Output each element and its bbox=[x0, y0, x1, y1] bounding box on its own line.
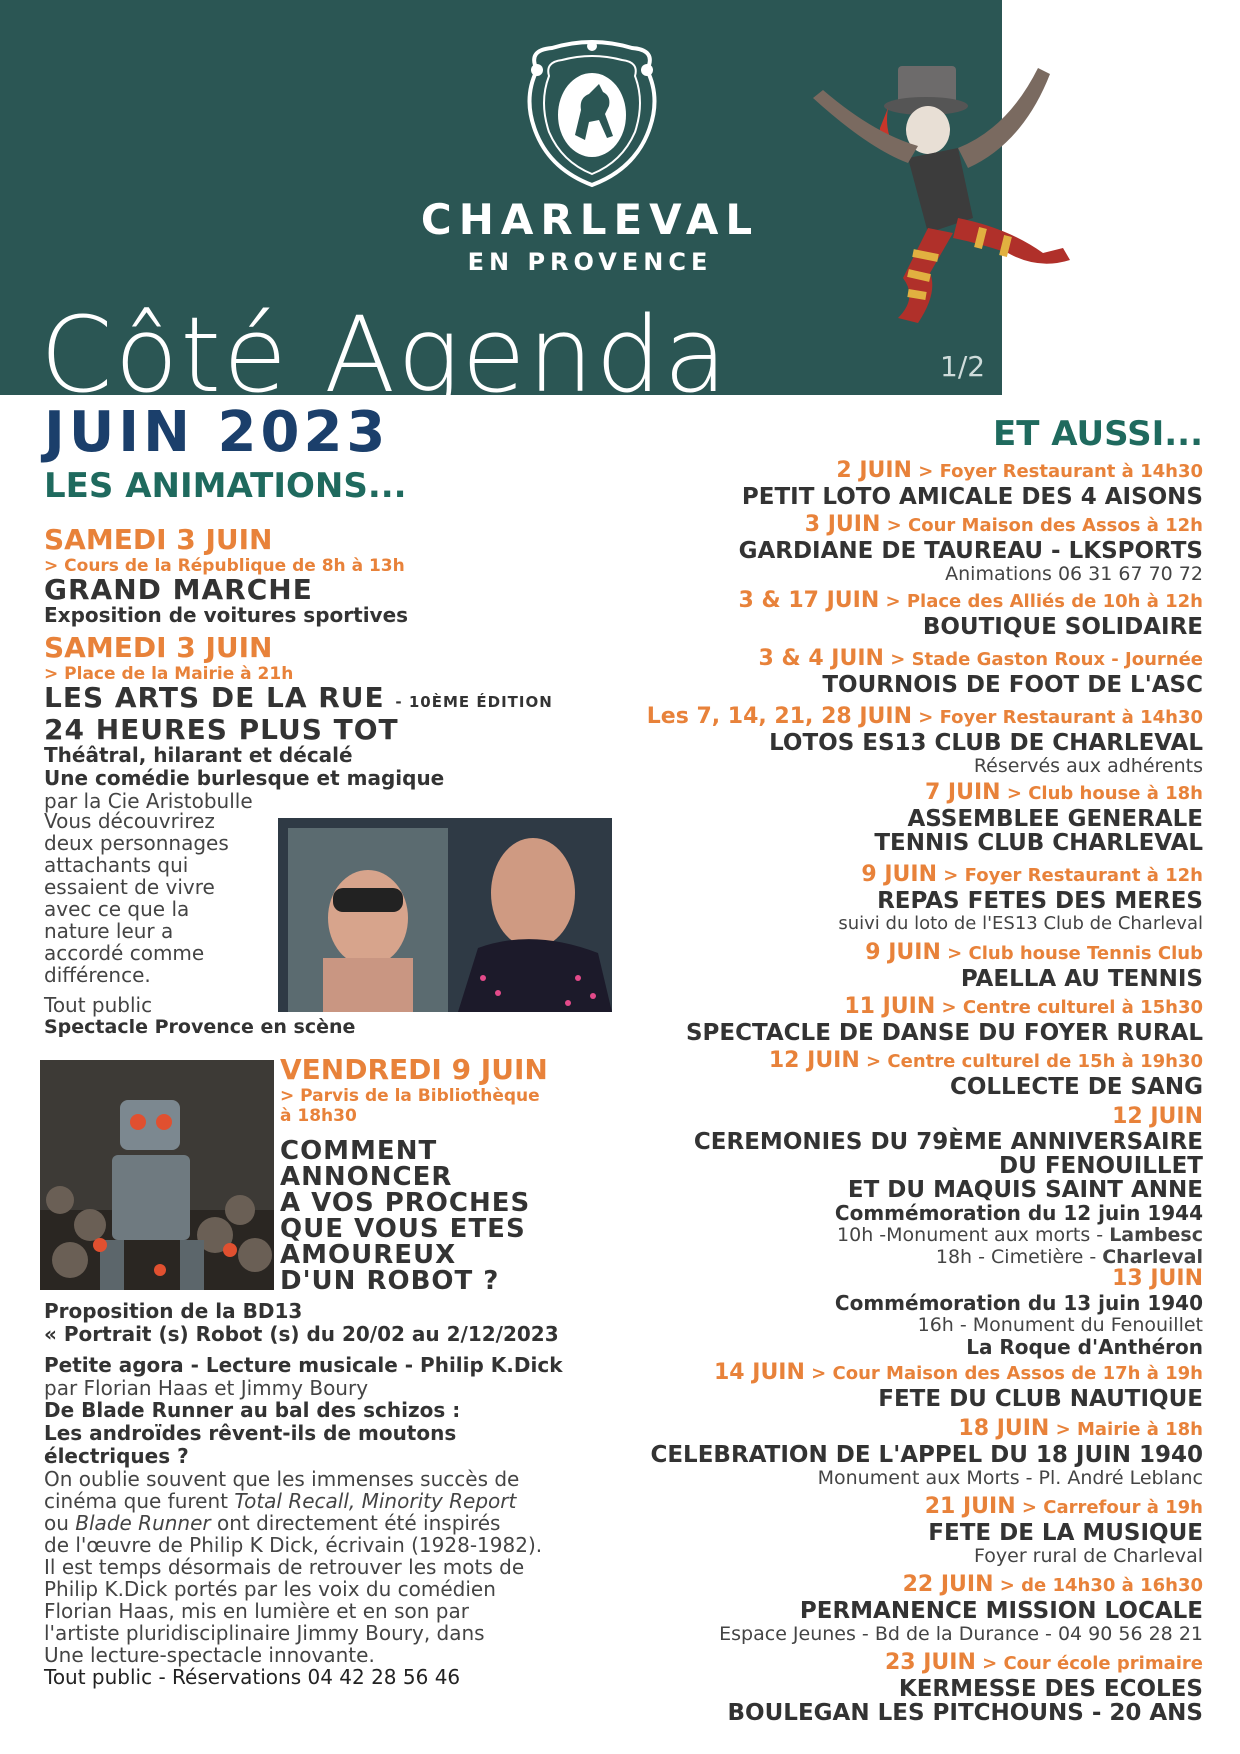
event-day: SAMEDI 3 JUIN bbox=[44, 523, 273, 556]
item-place: > de 14h30 à 16h30 bbox=[993, 1575, 1203, 1596]
item-sub bbox=[553, 1224, 1203, 1246]
item-date: 7 JUIN bbox=[924, 780, 1001, 805]
aussi-item bbox=[553, 1572, 1203, 1645]
item-title: CELEBRATION DE L'APPEL DU 18 JUIN 1940 bbox=[650, 1442, 1203, 1468]
item-sub: Espace Jeunes - Bd de la Durance - 04 90 56 28 21 bbox=[719, 1623, 1203, 1645]
item-date: 14 JUIN bbox=[713, 1360, 805, 1385]
aussi-item bbox=[553, 1360, 1203, 1411]
item-sub: Foyer rural de Charleval bbox=[974, 1545, 1203, 1567]
body-text: cinéma que furent bbox=[44, 1489, 235, 1513]
body-line: Il est temps désormais de retrouver les mots de bbox=[44, 1555, 525, 1579]
body-italic: Total Recall, Minority Report bbox=[234, 1489, 517, 1513]
item-title: PAELLA AU TENNIS bbox=[960, 966, 1203, 992]
event-day: VENDREDI 9 JUIN bbox=[280, 1053, 548, 1086]
item-sub-text: 10h -Monument aux morts - bbox=[837, 1224, 1110, 1246]
item-title: ASSEMBLEE GENERALE bbox=[907, 806, 1203, 832]
dancer-illustration-icon bbox=[808, 48, 1093, 328]
item-title-2: BOULEGAN LES PITCHOUNS - 20 ANS bbox=[727, 1700, 1203, 1726]
item-title: GARDIANE DE TAUREAU - LKSPORTS bbox=[738, 538, 1203, 564]
item-place: > Club house à 18h bbox=[1000, 783, 1203, 804]
robot-photo bbox=[40, 1060, 274, 1290]
event-title: D'UN ROBOT ? bbox=[280, 1266, 500, 1296]
body-line bbox=[44, 1490, 624, 1512]
item-date: 3 JUIN bbox=[804, 512, 881, 537]
month-title: JUIN 2023 bbox=[44, 400, 390, 465]
event-title-text: LES ARTS DE LA RUE bbox=[44, 681, 385, 714]
aussi-item bbox=[553, 994, 1203, 1045]
item-date: 11 JUIN bbox=[844, 994, 936, 1019]
event-title: GRAND MARCHE bbox=[44, 573, 313, 606]
item-sub: Monument aux Morts - Pl. André Leblanc bbox=[817, 1467, 1203, 1489]
item-title: BOUTIQUE SOLIDAIRE bbox=[922, 614, 1203, 640]
item-title-2: TENNIS CLUB CHARLEVAL bbox=[874, 830, 1203, 856]
item-sub: suivi du loto de l'ES13 Club de Charleval bbox=[838, 913, 1203, 934]
event-place: > Place de la Mairie à 21h bbox=[44, 664, 294, 684]
desc-line: deux personnages bbox=[44, 831, 229, 855]
item-place: > Foyer Restaurant à 14h30 bbox=[911, 707, 1203, 728]
item-title: DU FENOUILLET bbox=[999, 1153, 1203, 1179]
aussi-item bbox=[553, 512, 1203, 585]
item-place: > Foyer Restaurant à 12h bbox=[937, 865, 1203, 886]
item-title: LOTOS ES13 CLUB DE CHARLEVAL bbox=[769, 730, 1203, 756]
event-robot-header bbox=[280, 1054, 600, 1294]
item-title: CEREMONIES DU 79ÈME ANNIVERSAIRE bbox=[693, 1129, 1203, 1155]
item-date: 3 & 17 JUIN bbox=[738, 588, 880, 613]
event-title: ANNONCER bbox=[280, 1162, 453, 1192]
event-company: par la Cie Aristobulle bbox=[44, 789, 253, 813]
aussi-ceremony bbox=[553, 1104, 1203, 1268]
animations-title: LES ANIMATIONS... bbox=[44, 466, 407, 506]
brand-region: EN PROVENCE bbox=[467, 248, 713, 276]
blade-line: Les androïdes rêvent-ils de moutons bbox=[44, 1421, 457, 1445]
item-place: > Centre culturel de 15h à 19h30 bbox=[859, 1051, 1203, 1072]
event-footer bbox=[44, 994, 355, 1039]
aussi-item bbox=[553, 1048, 1203, 1099]
event-title: QUE VOUS ETES bbox=[280, 1214, 526, 1244]
event-program: Spectacle Provence en scène bbox=[44, 1016, 356, 1038]
item-title: FETE DE LA MUSIQUE bbox=[928, 1520, 1203, 1546]
item-place: > Mairie à 18h bbox=[1049, 1419, 1203, 1440]
event-description bbox=[44, 810, 274, 986]
desc-line: avec ce que la bbox=[44, 897, 190, 921]
item-date: 23 JUIN bbox=[884, 1650, 976, 1675]
body-line: de l'œuvre de Philip K Dick, écrivain (1928-1982). bbox=[44, 1533, 543, 1557]
item-title: FETE DU CLUB NAUTIQUE bbox=[878, 1386, 1203, 1412]
item-place: > Foyer Restaurant à 14h30 bbox=[911, 461, 1203, 482]
event-audience: Tout public bbox=[44, 993, 153, 1017]
blade-line: De Blade Runner au bal des schizos : bbox=[44, 1398, 461, 1422]
item-title: SPECTACLE DE DANSE DU FOYER RURAL bbox=[685, 1020, 1203, 1046]
body-line: Philip K.Dick portés par les voix du comédien bbox=[44, 1577, 496, 1601]
robot-photo-icon bbox=[40, 1060, 274, 1290]
item-place: > Cour Maison des Assos de 17h à 19h bbox=[804, 1363, 1203, 1384]
item-date: 3 & 4 JUIN bbox=[758, 646, 884, 671]
event-portrait: « Portrait (s) Robot (s) du 20/02 au 2/12/2023 bbox=[44, 1322, 559, 1346]
aussi-item bbox=[553, 588, 1203, 639]
item-title: PERMANENCE MISSION LOCALE bbox=[799, 1598, 1203, 1624]
event-reservation: Tout public - Réservations 04 42 28 56 46 bbox=[44, 1665, 461, 1689]
event-title: COMMENT bbox=[280, 1136, 438, 1166]
item-date: 12 JUIN bbox=[768, 1048, 860, 1073]
item-title: COLLECTE DE SANG bbox=[949, 1074, 1203, 1100]
item-date: 9 JUIN bbox=[865, 940, 941, 965]
item-title: REPAS FETES DES MERES bbox=[877, 888, 1203, 914]
desc-line: essaient de vivre bbox=[44, 875, 215, 899]
desc-line: accordé comme bbox=[44, 941, 205, 965]
event-title-2: 24 HEURES PLUS TOT bbox=[44, 713, 399, 746]
desc-line: attachants qui bbox=[44, 853, 189, 877]
item-place: > Cour école primaire bbox=[975, 1653, 1203, 1674]
event-place: à 18h30 bbox=[280, 1106, 357, 1126]
item-sub: 16h - Monument du Fenouillet bbox=[917, 1314, 1203, 1336]
item-sub-bold: Lambesc bbox=[1109, 1224, 1203, 1246]
item-sub-text: 18h - Cimetière - bbox=[935, 1246, 1103, 1268]
item-sub bbox=[553, 1246, 1203, 1268]
body-text: ou bbox=[44, 1511, 76, 1535]
item-title: ET DU MAQUIS SAINT ANNE bbox=[847, 1177, 1203, 1203]
blade-line: électriques ? bbox=[44, 1444, 189, 1468]
aussi-item bbox=[553, 1494, 1203, 1567]
item-place: > Carrefour à 19h bbox=[1015, 1497, 1203, 1518]
event-line-1: Théâtral, hilarant et décalé bbox=[44, 743, 353, 767]
event-robot-body bbox=[44, 1300, 624, 1688]
brand-block bbox=[400, 195, 780, 277]
item-date: 22 JUIN bbox=[902, 1572, 994, 1597]
brand-name: CHARLEVAL bbox=[420, 195, 760, 244]
event-title: A VOS PROCHES bbox=[280, 1188, 531, 1218]
item-commemoration: Commémoration du 12 juin 1944 bbox=[834, 1201, 1203, 1225]
item-date: 9 JUIN bbox=[861, 862, 938, 887]
event-line-2: Une comédie burlesque et magique bbox=[44, 766, 445, 790]
body-line bbox=[44, 1512, 624, 1534]
body-line: l'artiste pluridisciplinaire Jimmy Boury, dans bbox=[44, 1621, 485, 1645]
event-proposal: Proposition de la BD13 bbox=[44, 1299, 303, 1323]
item-date: 2 JUIN bbox=[836, 458, 912, 483]
desc-line: nature leur a bbox=[44, 919, 174, 943]
item-commemoration: Commémoration du 13 juin 1940 bbox=[834, 1291, 1203, 1315]
item-sub-bold: La Roque d'Anthéron bbox=[966, 1335, 1203, 1359]
aussi-item bbox=[553, 458, 1203, 509]
body-line: On oublie souvent que les immenses succès de bbox=[44, 1467, 520, 1491]
item-title: PETIT LOTO AMICALE DES 4 AISONS bbox=[741, 484, 1203, 510]
item-place: > Cour Maison des Assos à 12h bbox=[880, 515, 1203, 536]
publication-title: Côté Agenda bbox=[40, 294, 730, 416]
desc-line: Vous découvrirez bbox=[44, 809, 215, 833]
event-agora: Petite agora - Lecture musicale - Philip K.Dick bbox=[44, 1353, 563, 1377]
item-place: > Place des Alliés de 10h à 12h bbox=[879, 591, 1203, 612]
page-number: 1/2 bbox=[940, 350, 986, 383]
item-place: > Stade Gaston Roux - Journée bbox=[883, 649, 1203, 670]
event-place: > Cours de la République de 8h à 13h bbox=[44, 556, 405, 576]
item-date: 12 JUIN bbox=[1112, 1104, 1203, 1129]
item-date: 21 JUIN bbox=[924, 1494, 1016, 1519]
aussi-item bbox=[553, 862, 1203, 935]
header-banner bbox=[0, 0, 1002, 416]
event-title: AMOUREUX bbox=[280, 1240, 457, 1270]
item-sub: Réservés aux adhérents bbox=[973, 755, 1203, 777]
body-text: ont directement été inspirés bbox=[210, 1511, 501, 1535]
event-by: par Florian Haas et Jimmy Boury bbox=[44, 1376, 369, 1400]
item-place: > Centre culturel à 15h30 bbox=[935, 997, 1203, 1018]
item-place: > Club house Tennis Club bbox=[940, 943, 1203, 964]
item-date: 18 JUIN bbox=[958, 1416, 1050, 1441]
aussi-item bbox=[553, 646, 1203, 697]
et-aussi-title: ET AUSSI... bbox=[993, 414, 1203, 454]
body-line: Florian Haas, mis en lumière et en son par bbox=[44, 1599, 469, 1623]
item-date: 13 JUIN bbox=[1112, 1266, 1203, 1291]
aussi-item bbox=[553, 1416, 1203, 1489]
aussi-ceremony-2 bbox=[553, 1266, 1203, 1358]
aussi-item bbox=[553, 1650, 1203, 1725]
desc-line: différence. bbox=[44, 963, 151, 987]
item-sub: Animations 06 31 67 70 72 bbox=[945, 563, 1203, 585]
event-subtitle: Exposition de voitures sportives bbox=[44, 603, 409, 627]
event-place: > Parvis de la Bibliothèque bbox=[280, 1086, 540, 1106]
aussi-item bbox=[553, 780, 1203, 855]
event-day: SAMEDI 3 JUIN bbox=[44, 631, 273, 664]
event-edition: - 10ÈME ÉDITION bbox=[395, 693, 553, 711]
crest-logo-icon bbox=[517, 40, 667, 190]
body-italic: Blade Runner bbox=[75, 1511, 211, 1535]
item-title: TOURNOIS DE FOOT DE L'ASC bbox=[822, 672, 1203, 698]
aussi-item bbox=[553, 940, 1203, 991]
item-title: KERMESSE DES ECOLES bbox=[898, 1676, 1203, 1702]
body-line: Une lecture-spectacle innovante. bbox=[44, 1643, 375, 1667]
item-sub-bold: Charleval bbox=[1102, 1246, 1203, 1268]
item-date: Les 7, 14, 21, 28 JUIN bbox=[646, 704, 912, 729]
aussi-item bbox=[553, 704, 1203, 777]
